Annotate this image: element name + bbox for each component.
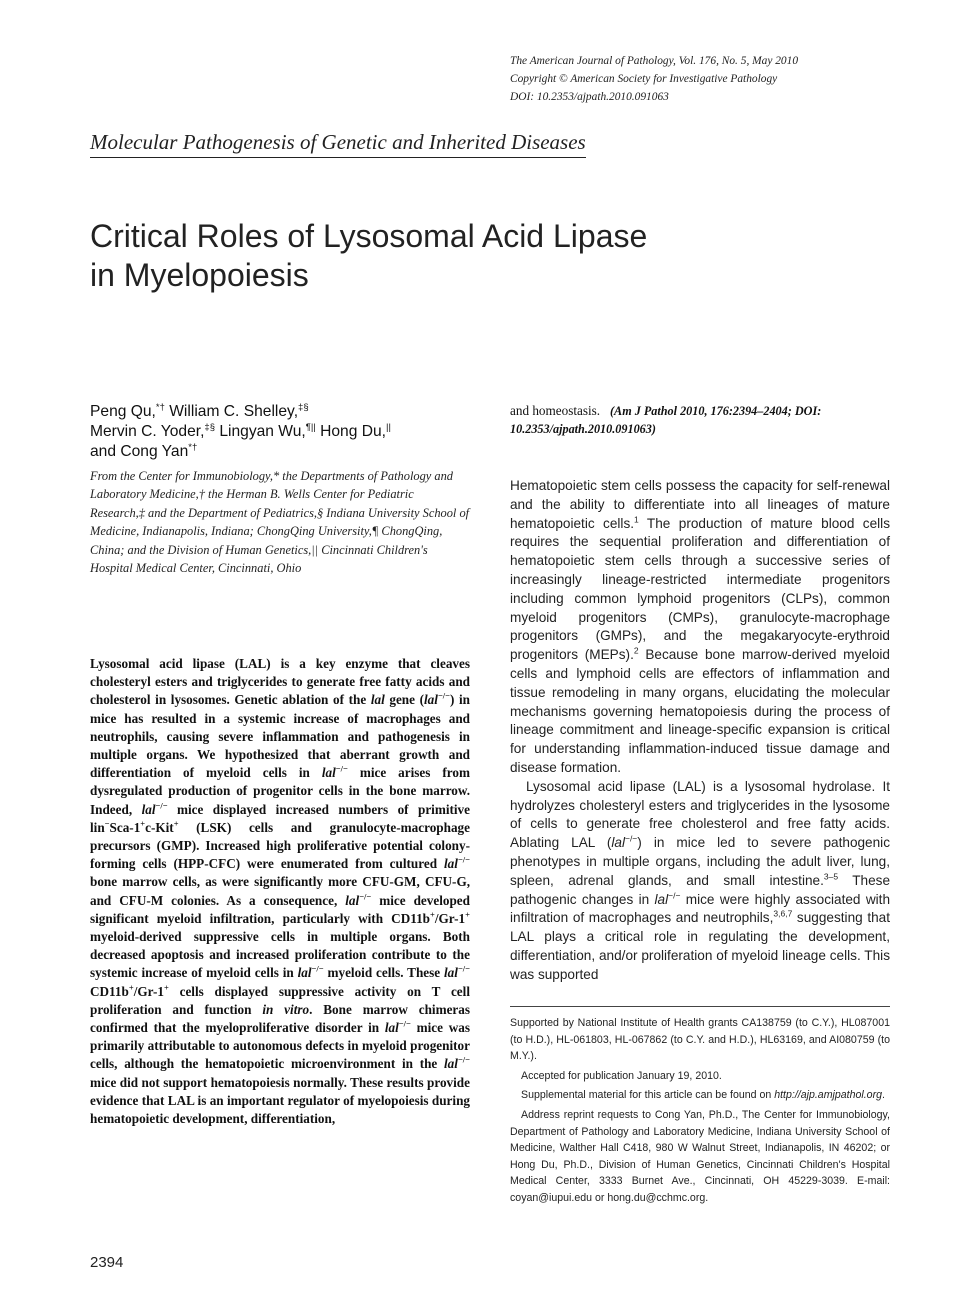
author-affiliation-marks: ||: [386, 421, 391, 433]
author-affiliation-marks: ‡§: [298, 401, 309, 413]
text-run: cells displayed suppressive activity on T cell proliferation and function: [90, 983, 470, 1017]
superscript: +: [173, 818, 179, 829]
superscript: 1: [634, 514, 639, 525]
italic-term: lal: [444, 965, 458, 981]
italic-term: lal: [444, 856, 458, 872]
superscript: −/−: [457, 854, 470, 865]
text-run: . Bone marrow chimeras confirmed that the myeloproliferative disorder in: [90, 1001, 470, 1036]
author-list: [90, 402, 480, 461]
text-run: (LSK) cells and granulocyte-macrophage precursors (GMP). Increased high proliferative potential colony-forming cells (HPP-CFC) were enumerated from cultured: [90, 819, 470, 872]
italic-term: lal: [141, 801, 156, 817]
intro-paragraph-2: [510, 778, 890, 985]
text-run: bone marrow cells, as were significantly more CFU-GM, CFU-G, and CFU-M colonies. As a consequence,: [90, 874, 470, 908]
italic-term: lal: [321, 765, 336, 781]
text-run: c-Kit: [145, 819, 174, 835]
italic-term: in vitro: [262, 1001, 310, 1017]
page-number: 2394: [90, 1254, 124, 1271]
text-run: myeloid-derived suppressive cells in multiple organs. Both decreased apoptosis and increased proliferation contribute to the systemic increase of myeloid cells in: [90, 929, 470, 981]
superscript: −/−: [335, 763, 348, 774]
author-name: William C. Shelley,: [164, 403, 299, 420]
author-name: Peng Qu,: [90, 403, 156, 420]
footnotes: [510, 1015, 890, 1210]
text-run: ) in mice has resulted in a systemic increase of macrophages and neutrophils, causing severe inflammation and pathogenesis in multiple organs. We hypothesized that aberrant growth and differentiation of myeloid cells in: [90, 692, 471, 781]
affiliations: From the Center for Immunobiology,* the Departments of Pathology and Laboratory Medicine,† the Herman B. Wells Center for Pediatric Research,‡ and the Department of Pediatrics,§ Indiana University School of Medicine, Indianapolis, Indiana; ChongQing University,¶ ChongQing, China; and the Division of Human Genetics,|| Cincinnati Children's Hospital Medical Center, Cincinnati, Ohio: [90, 469, 470, 576]
text-run: CD11b: [90, 983, 129, 999]
text-run: mice was primarily attributable to autonomous defects in myeloid progenitor cells, although the hematopoietic microenvironment in the: [90, 1020, 470, 1072]
superscript: +: [128, 982, 134, 993]
text-run: mice were highly associated with infiltration of macrophages and neutrophils,: [510, 891, 890, 926]
author-name: Mervin C. Yoder,: [90, 422, 205, 440]
text-run: suggesting that LAL plays a critical role in regulating the development, differentiation, and/or proliferation of myeloid lineage cells. This was supported: [510, 910, 890, 982]
text-run: Because bone marrow-derived myeloid cells and lymphoid cells are effectors of inflammation and tissue remodeling in many organs, elucidating the molecular mechanisms governing hematopoiesis during the process of lineage commitment and lineage-specific expansion is critical for understanding inflammation-induced tissue damage and disease formation.: [510, 647, 890, 775]
text-run: The production of mature blood cells requires the sequential proliferation and differentiation of hematopoietic stem cells through a successive series of increasingly lineage-restricted intermediate progenitors including common lymphoid progenitors (CLPs), common myeloid progenitors (CMPs), granulocyte-macrophage progenitors (GMPs), and the megakaryocyte-erythroid progenitors (MEPs).: [510, 515, 891, 663]
italic-term: lal: [297, 965, 312, 981]
supplemental-link[interactable]: http://ajp.amjpathol.org: [774, 1089, 882, 1102]
superscript: −/−: [155, 800, 168, 811]
journal-copyright: Copyright © American Society for Investigative Pathology: [510, 73, 778, 85]
journal-header: [510, 52, 950, 106]
author-affiliation-marks: *†: [155, 401, 165, 413]
text-run: ) in mice led to severe pathogenic phenotypes in multiple organs, including the adult liver, lung, spleen, adrenal glands, and small intestine.: [510, 835, 890, 888]
text-run: gene (: [384, 692, 425, 708]
text-run: Lysosomal acid lipase (LAL) is a key enzyme that cleaves cholesteryl esters and triglycerides to generate free fatty acids and cholesterol in lysosomes. Genetic ablation of the: [90, 656, 470, 708]
footnote-divider: [510, 1006, 890, 1007]
superscript: +: [465, 909, 470, 920]
superscript: −/−: [457, 964, 470, 975]
accepted-note: Accepted for publication January 19, 2010.: [521, 1069, 722, 1082]
text-run: myeloid cells. These: [323, 965, 445, 981]
italic-term: lal: [424, 692, 438, 708]
superscript: −/−: [624, 833, 638, 844]
superscript: +: [140, 818, 146, 829]
article-title: [90, 217, 790, 295]
section-heading: Molecular Pathogenesis of Genetic and Inherited Diseases: [90, 130, 586, 158]
superscript: −/−: [668, 890, 681, 900]
abstract-citation: (Am J Pathol 2010, 176:2394–2404; DOI: 10.2353/ajpath.2010.091063): [510, 404, 822, 437]
author-name: Lingyan Wu,: [215, 422, 306, 440]
text-run: Hematopoietic stem cells possess the capacity for self-renewal and the ability to differentiate into all lineages of mature hematopoietic cells.: [510, 478, 890, 531]
italic-term: lal: [370, 692, 385, 708]
journal-doi: DOI: 10.2353/ajpath.2010.091063: [510, 91, 669, 103]
journal-citation: The American Journal of Pathology, Vol. 176, No. 5, May 2010: [510, 55, 799, 67]
superscript: −/−: [311, 964, 324, 975]
superscript: 3,6,7: [773, 908, 793, 919]
text-run: /Gr-1: [434, 910, 466, 926]
funding-note: Supported by National Institute of Health grants CA138759 (to C.Y.), HL087001 (to H.D.), HL-061803, HL-067862 (to C.Y. and H.D.), HL63169, and AI080759 (to M.Y.).: [510, 1017, 890, 1063]
abstract-continuation-text: [510, 402, 890, 438]
abstract-text: [90, 655, 470, 1128]
superscript: −/−: [398, 1018, 411, 1029]
italic-term: lal: [444, 1056, 458, 1072]
italic-term: lal: [345, 892, 360, 908]
intro-paragraph-1: [510, 477, 890, 778]
superscript: −/−: [359, 891, 372, 902]
author-affiliation-marks: ‡§: [204, 421, 215, 433]
superscript: −/−: [437, 691, 450, 702]
author-affiliation-marks: *†: [188, 441, 198, 453]
text-run: /Gr-1: [133, 983, 164, 999]
italic-term: lal: [654, 891, 669, 907]
abstract: [90, 655, 470, 1128]
title-line-1: Critical Roles of Lysosomal Acid Lipase: [90, 218, 648, 254]
introduction: [510, 477, 890, 985]
text-run: mice did not support hematopoiesis normally. These results provide evidence that LAL is an important regulator of myelopoiesis during hematopoietic development, differentiation,: [90, 1074, 470, 1127]
supplemental-text: Supplemental material for this article can be found on: [521, 1089, 775, 1102]
text-run: mice arises from dysregulated production of progenitor cells in the bone marrow. Indeed,: [90, 765, 470, 817]
author-affiliation-marks: ¶||: [305, 421, 316, 433]
superscript: −: [104, 818, 110, 829]
superscript: 2: [633, 645, 639, 656]
title-line-2: in Myelopoiesis: [90, 257, 309, 293]
abstract-end: and homeostasis.: [510, 403, 601, 418]
text-run: Sca-1: [109, 819, 141, 835]
italic-term: lal: [611, 835, 625, 851]
author-name: Hong Du,: [315, 422, 386, 440]
supplemental-note: [510, 1087, 890, 1104]
text-run: mice developed significant myeloid infiltration, particularly with CD11b: [90, 892, 470, 926]
superscript: −/−: [457, 1055, 470, 1066]
text-run: These pathogenic changes in: [510, 872, 891, 907]
text-run: mice displayed increased numbers of primitive lin: [90, 801, 470, 835]
reprint-address-note: Address reprint requests to Cong Yan, Ph.D., The Center for Immunobiology, Department of Pathology and Laboratory Medicine, Indiana University School of Medicine, Walther Hall C418, 980 W Walnut Street, Indianapolis, IN 46202; or Hong Du, Ph.D., Division of Human Genetics, Cincinnati Children's Hospital Medical Center, 3333 Burnet Ave., Cincinnati, OH 45229-3039. E-mail: coyan@iupui.edu or hong.du@cchmc.org.: [510, 1108, 890, 1204]
supplemental-end: .: [882, 1089, 885, 1102]
superscript: 3–5: [823, 871, 839, 882]
text-run: Lysosomal acid lipase (LAL) is a lysosomal hydrolase. It hydrolyzes cholesteryl esters and triglycerides in the lysosome of cells to generate free cholesterol and free fatty acids. Ablating LAL (: [510, 778, 890, 851]
author-name: and Cong Yan: [90, 442, 189, 460]
superscript: +: [163, 982, 169, 993]
italic-term: lal: [384, 1020, 399, 1036]
superscript: +: [430, 909, 435, 920]
abstract-continuation: [510, 402, 890, 438]
